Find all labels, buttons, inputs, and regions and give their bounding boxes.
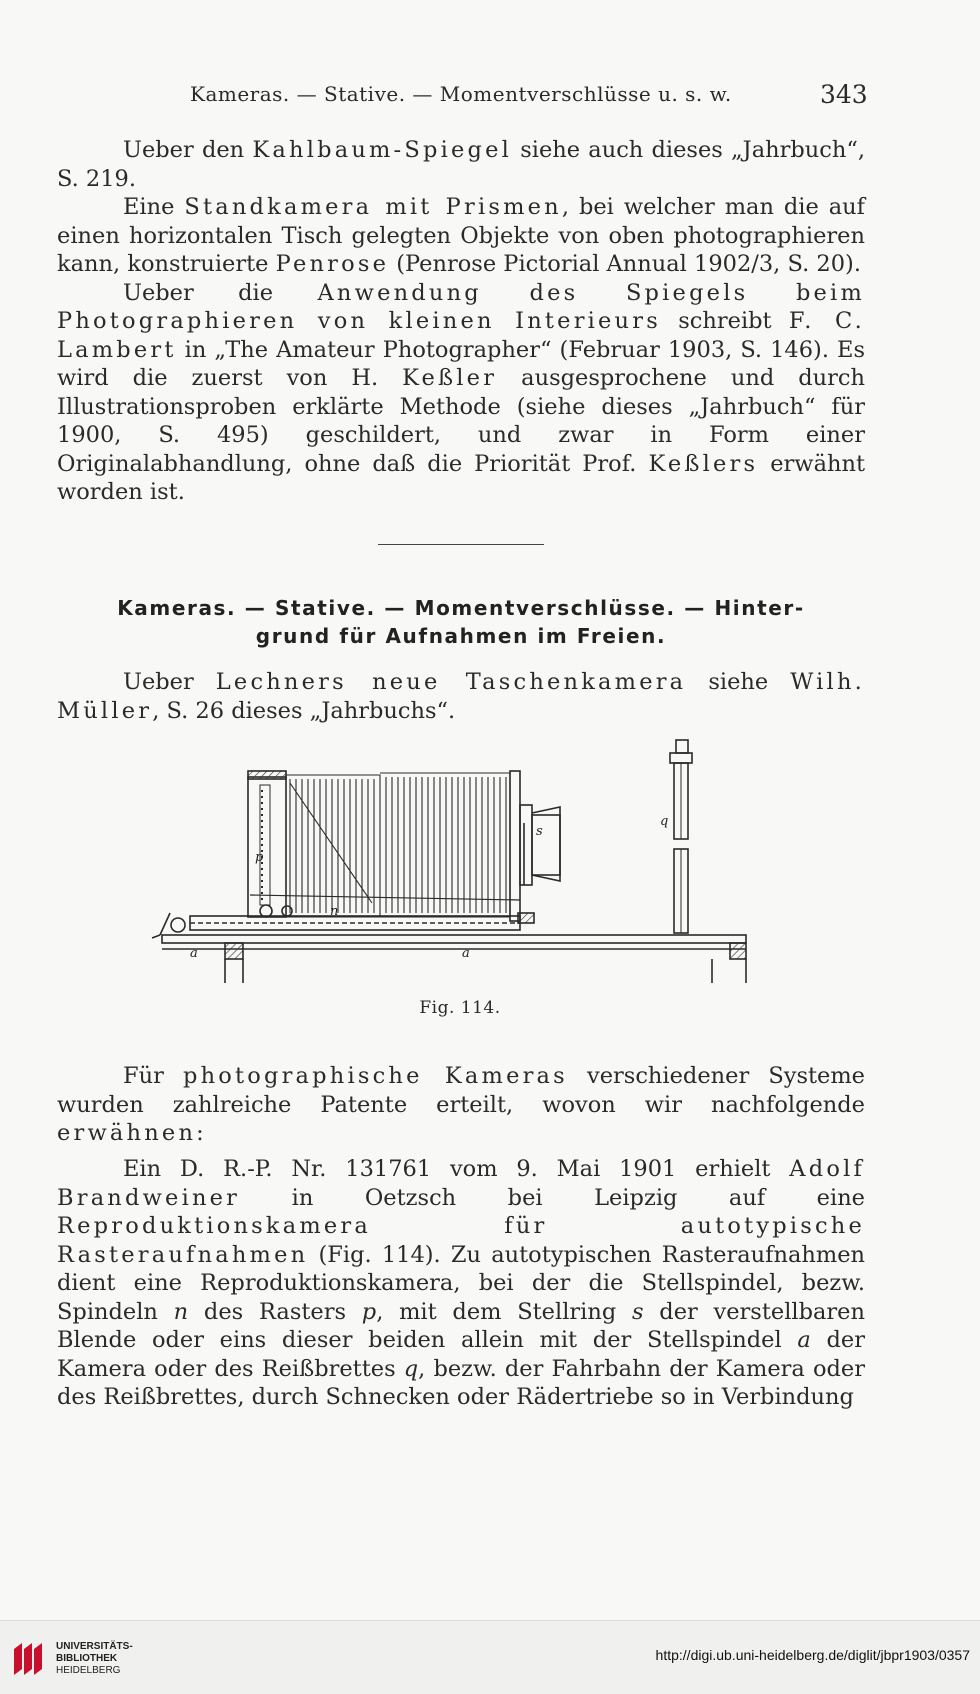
text-run: in Oetzsch bei Leipzig auf eine xyxy=(240,1184,865,1211)
italic-var: a xyxy=(797,1327,811,1353)
paragraph-kahlbaum xyxy=(57,136,865,193)
figure-caption: Fig. 114. xyxy=(419,998,501,1018)
spaced-text: Keßler xyxy=(402,365,498,391)
section-divider xyxy=(378,544,544,545)
text-run: in „The Amateur Photographer“ (Februar 1903, S. 146). Es wird die zuerst von H. xyxy=(57,336,865,391)
spaced-text: F. C. Lambert xyxy=(57,308,866,363)
text-run: Ein D. R.-P. Nr. 131761 vom 9. Mai 1901 erhielt xyxy=(123,1156,790,1182)
spaced-text: Lechners neue Taschenkamera xyxy=(215,669,687,695)
spaced-text: Standkamera mit Prismen xyxy=(184,194,562,220)
text-run: Ueber den xyxy=(123,137,253,163)
spaced-text: Kahlbaum-Spiegel xyxy=(252,137,512,163)
italic-var: q xyxy=(403,1355,419,1382)
rail-support-right xyxy=(730,943,746,959)
spaced-text: Keßlers xyxy=(648,450,759,477)
library-name-line: UNIVERSITÄTS- xyxy=(56,1641,133,1652)
page-number: 343 xyxy=(820,80,868,109)
text-run: siehe auch dieses „Jahrbuch“, S. 219. xyxy=(57,137,866,192)
text-run: Ueber xyxy=(123,669,216,695)
university-library-logo-icon xyxy=(10,1639,46,1679)
text-block-brandweiner xyxy=(57,1155,865,1412)
text-run: (Fig. 114). Zu autotypischen Rasteraufnahmen dient eine Reproduktionskamera, bei der die Stellspindel, bezw. Spindeln xyxy=(57,1241,865,1325)
board-top-cap xyxy=(676,740,688,753)
spaced-text: Wilh. Müller xyxy=(57,669,865,724)
label-q: q xyxy=(660,814,669,829)
italic-var: n xyxy=(173,1298,189,1325)
paragraph-patents xyxy=(57,1062,865,1148)
text-run: des Rasters xyxy=(188,1298,362,1325)
text-run: siehe xyxy=(686,669,791,695)
text-run: der verstellbaren Blende oder eins dieser beiden allein mit der Stellspindel xyxy=(57,1298,865,1353)
text-run: der Kamera oder des Reißbrettes xyxy=(57,1327,865,1382)
text-run: , mit dem Stellring xyxy=(376,1298,632,1325)
library-name-line: HEIDELBERG xyxy=(56,1665,121,1676)
text-run: verschiedener Systeme wurden zahlreiche Patente erteilt, wovon wir nachfolgende xyxy=(57,1063,865,1118)
label-s: s xyxy=(536,824,543,839)
label-a-center: a xyxy=(462,946,470,961)
text-run: Eine xyxy=(123,194,185,220)
rail-support-left xyxy=(225,943,243,959)
text-run: erwähnt worden ist. xyxy=(57,450,866,505)
spaced-text: Penrose xyxy=(275,251,390,277)
text-run: (Penrose Pictorial Annual 1902/3, S. 20). xyxy=(389,251,861,277)
spaced-text: erwähnen: xyxy=(57,1120,207,1146)
camera-bellows xyxy=(286,773,510,917)
section-heading-line-1: Kameras. — Stative. — Momentverschlüsse. — Hinter- xyxy=(117,596,805,620)
front-standard xyxy=(510,771,520,921)
text-run: , bezw. der Fahrbahn der Kamera oder des Reißbrettes, durch Schnecken oder Rädertriebe so in Verbindung xyxy=(57,1355,865,1410)
text-block-patents xyxy=(57,1062,865,1148)
spaced-text: photographische Kameras xyxy=(182,1063,568,1089)
paragraph-spiegel xyxy=(57,279,865,507)
label-p: p xyxy=(255,850,264,865)
text-run: ausgesprochene und durch Illustrationsproben erklärte Methode (siehe dieses „Jahrbuch“ für 1900, S. 495) geschildert, und zwar in Form einer Originalabhandlung, ohne daß die Priorität Prof. xyxy=(57,365,865,477)
paragraph-standkamera xyxy=(57,193,865,279)
text-run: , bei welcher man die auf einen horizontalen Tisch gelegten Objekte von oben photographieren kann, konstruierte xyxy=(57,194,865,277)
library-name-line: BIBLIOTHEK xyxy=(56,1653,118,1664)
text-block-top xyxy=(57,136,865,507)
running-head: Kameras. — Stative. — Momentverschlüsse u. s. w. xyxy=(190,82,732,106)
label-a-left: a xyxy=(190,946,198,961)
italic-var: s xyxy=(632,1298,644,1325)
spaced-text: Reproduktionskamera für autotypische Rasteraufnahmen xyxy=(57,1213,865,1268)
text-run: Für xyxy=(123,1063,183,1089)
library-name xyxy=(56,1641,133,1677)
paragraph-lechner xyxy=(57,668,865,725)
text-run: schreibt xyxy=(660,308,789,334)
text-run: Ueber die xyxy=(123,279,318,306)
section-heading-line-2: grund für Aufnahmen im Freien. xyxy=(255,624,667,648)
source-url-link[interactable]: http://digi.ub.uni-heidelberg.de/diglit/jbpr1903/0357 xyxy=(655,1647,970,1663)
crank-wheel xyxy=(171,918,185,932)
library-footer xyxy=(0,1620,980,1694)
paragraph-brandweiner xyxy=(57,1155,865,1412)
label-n: n xyxy=(330,904,339,919)
camera-track-rail xyxy=(162,935,746,943)
text-block-lechner xyxy=(57,668,865,725)
spaced-text: Adolf Brandweiner xyxy=(57,1156,865,1211)
italic-var: p xyxy=(361,1298,377,1325)
text-run: , S. 26 dieses „Jahrbuchs“. xyxy=(152,697,456,724)
section-heading xyxy=(57,594,865,650)
spaced-text: Anwendung des Spiegels beim Photographieren von kleinen Interieurs xyxy=(57,279,865,334)
reproduction-camera-illustration xyxy=(140,735,780,995)
